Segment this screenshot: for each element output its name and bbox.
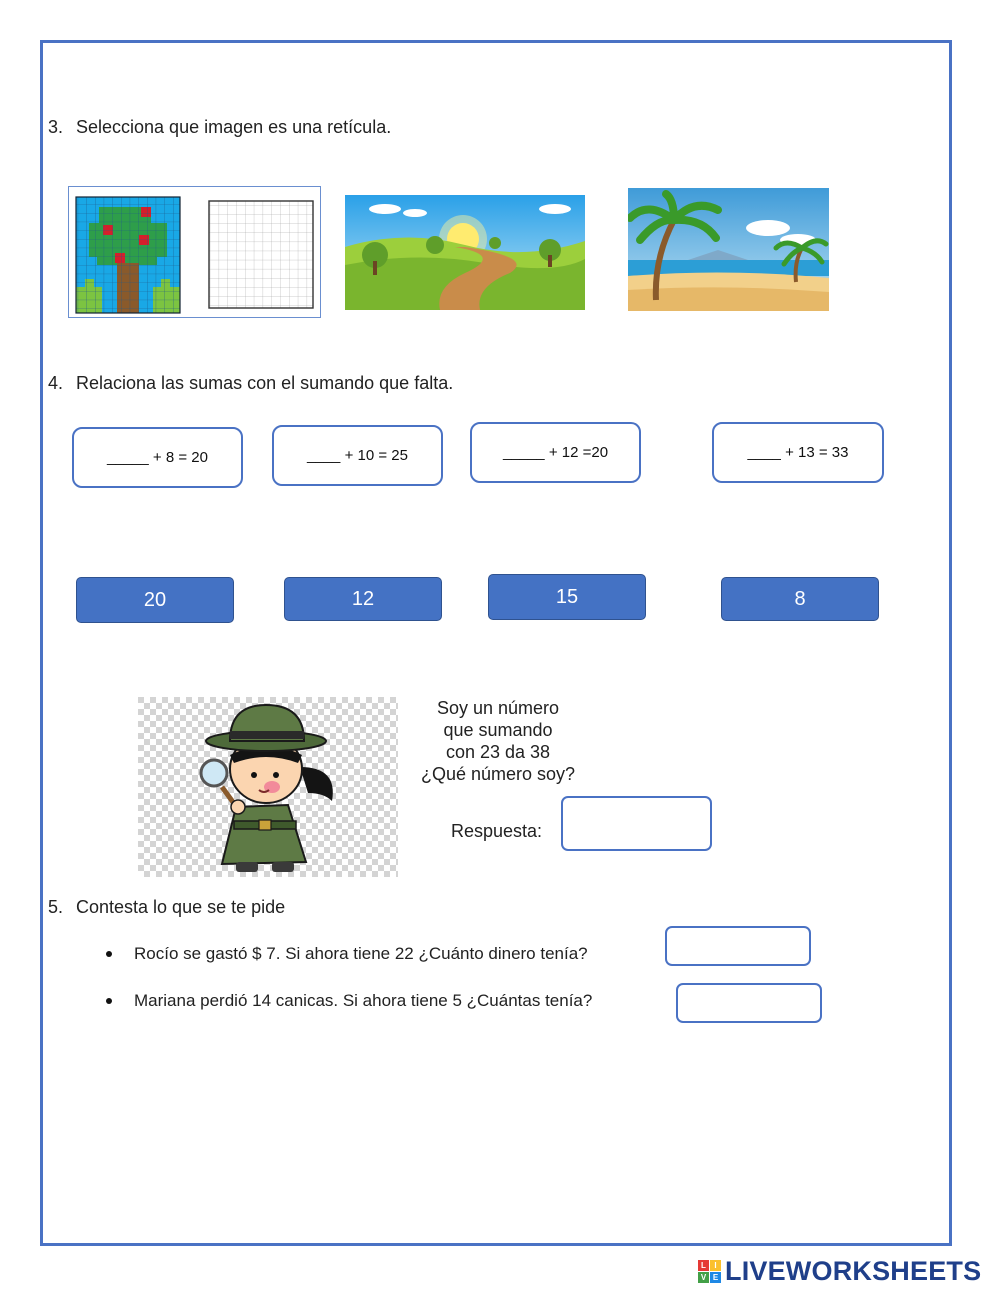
riddle-answer-input[interactable] (561, 796, 712, 851)
logo-wordmark: LIVEWORKSHEETS (725, 1255, 982, 1286)
problem-text: Mariana perdió 14 canicas. Si ahora tiene 5 ¿Cuántas tenía? (134, 991, 593, 1010)
equation-text: _____ + 12 =20 (502, 444, 609, 461)
addend-button-12[interactable]: 12 (284, 577, 442, 621)
problem-item-1 (134, 944, 588, 964)
equation-box-4[interactable] (712, 422, 884, 483)
question-3-text: Selecciona que imagen es una retícula. (76, 117, 392, 137)
logo-block: E (710, 1272, 721, 1283)
equation-box-3[interactable] (470, 422, 641, 483)
detective-illustration (138, 697, 398, 877)
riddle-line: ¿Qué número soy? (420, 764, 576, 784)
detective-girl-image (138, 697, 398, 877)
riddle-line: con 23 da 38 (445, 742, 551, 762)
question-3-number: 3. (48, 117, 64, 137)
problem-item-2 (134, 991, 592, 1011)
question-4-text: Relaciona las sumas con el sumando que falta. (76, 373, 454, 393)
equation-text: ____ + 13 = 33 (747, 444, 849, 461)
problem-text: Rocío se gastó $ 7. Si ahora tiene 22 ¿Cuánto dinero tenía? (134, 944, 588, 963)
image-option-beach[interactable] (628, 188, 829, 311)
logo-block: L (698, 1260, 709, 1271)
addend-button-20[interactable]: 20 (76, 577, 234, 623)
bullet-icon (106, 951, 112, 957)
question-4 (48, 373, 453, 394)
riddle-line: Soy un número (436, 698, 560, 718)
image-option-grid[interactable] (68, 186, 321, 318)
riddle-line: que sumando (443, 720, 553, 740)
question-3 (48, 117, 391, 138)
logo-blocks-icon (698, 1260, 721, 1283)
equation-text: _____ + 8 = 20 (107, 449, 208, 466)
equation-box-2[interactable] (272, 425, 443, 486)
logo-block: V (698, 1272, 709, 1283)
addend-button-8[interactable]: 8 (721, 577, 879, 621)
riddle-text (412, 697, 584, 785)
bullet-icon (106, 998, 112, 1004)
question-5 (48, 897, 285, 918)
addend-button-15[interactable]: 15 (488, 574, 646, 620)
answer-label: Respuesta: (451, 821, 543, 841)
logo-block: I (710, 1260, 721, 1271)
problem-1-answer-input[interactable] (665, 926, 811, 966)
image-option-landscape[interactable] (345, 195, 585, 310)
liveworksheets-logo (698, 1256, 981, 1286)
equation-box-1[interactable] (72, 427, 243, 488)
beach-image (628, 188, 829, 311)
question-5-text: Contesta lo que se te pide (76, 897, 286, 917)
problem-2-answer-input[interactable] (676, 983, 822, 1023)
question-4-number: 4. (48, 373, 64, 393)
landscape-image (345, 195, 585, 310)
pixel-tree-and-grid-image (69, 187, 319, 316)
equation-text: ____ + 10 = 25 (307, 447, 408, 464)
question-5-number: 5. (48, 897, 64, 917)
